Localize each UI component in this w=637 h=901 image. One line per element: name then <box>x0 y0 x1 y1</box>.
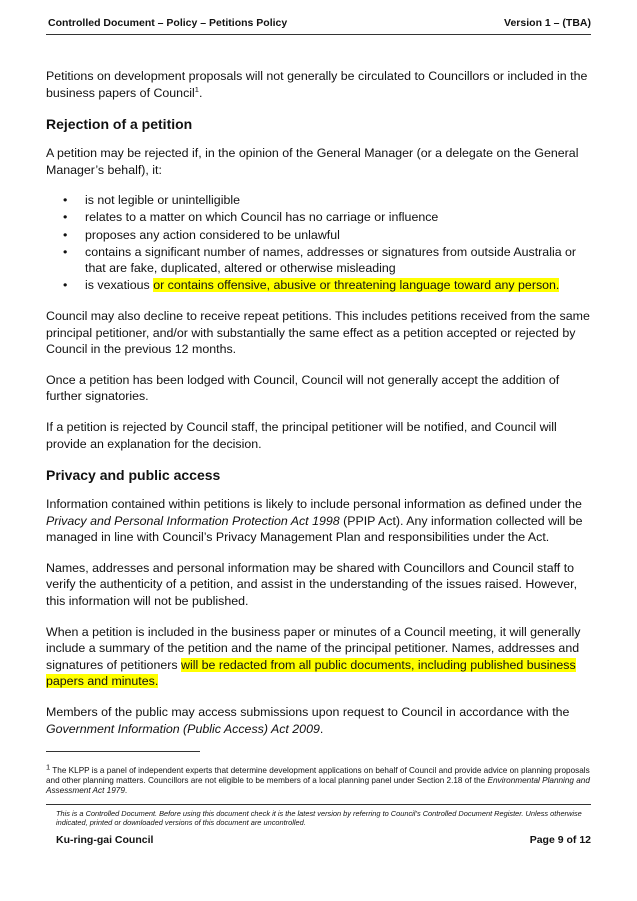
page-header <box>46 14 591 35</box>
privacy-paragraph-1 <box>46 496 597 546</box>
highlighted-text: or contains offensive, abusive or threatening language toward any person. <box>153 278 560 293</box>
privacy-text: When a petition is included in the business paper or minutes of a Council meeting, it will generally include a summary of the petition and the name of the principal petitioner. Names, addresses and signatures of petitioners <box>46 624 581 672</box>
privacy-text: Members of the public may access submissions upon request to Council in accordance with the <box>46 705 570 720</box>
rejection-heading: Rejection of a petition <box>46 116 193 133</box>
intro-paragraph <box>46 68 597 101</box>
footnote-reference[interactable]: 1 <box>194 84 199 94</box>
controlled-document-notice: This is a Controlled Document. Before using this document check it is the latest version by referring to Council’s Controlled Document Register. Unless otherwise indicated, printed or downloaded versions of this document are uncontrolled. <box>56 809 582 827</box>
privacy-paragraph-4 <box>46 704 597 737</box>
footnote-divider <box>46 751 200 752</box>
list-item: • contains a significant number of names, addresses or signatures from outside Australia or that are fake, duplicated, altered or otherwise misleading <box>46 244 597 277</box>
list-item-text: is vexatious <box>85 278 154 293</box>
intro-end: . <box>198 85 203 100</box>
page-footer <box>46 834 591 848</box>
act-title: Privacy and Personal Information Protection Act 1998 <box>46 513 340 528</box>
act-title: Government Information (Public Access) Act 2009 <box>46 721 320 736</box>
footnote <box>46 762 597 796</box>
privacy-text: Information contained within petitions is likely to include personal information as defined under the <box>46 497 582 512</box>
page-content <box>46 68 597 751</box>
header-version: Version 1 – (TBA) <box>504 17 591 29</box>
list-item: • proposes any action considered to be unlawful <box>46 227 597 244</box>
act-title: Environmental Planning and Assessment Act 1979 <box>46 776 590 795</box>
footnote-text: The KLPP is a panel of independent experts that determine development applications on behalf of Council and provide advice on planning proposals and other planning matters. Councillors are not eligible to be members of a local planning panel under Section 2.18 of the <box>46 766 590 785</box>
privacy-paragraph-3 <box>46 624 597 690</box>
rejection-criteria-list <box>46 192 597 294</box>
footnote-number: 1 <box>46 762 51 772</box>
intro-text: Petitions on development proposals will not generally be circulated to Councillors or included in the business papers of Council <box>46 69 588 100</box>
signatories-paragraph: Once a petition has been lodged with Council, Council will not generally accept the addition of further signatories. <box>46 372 560 404</box>
list-item: • is not legible or unintelligible <box>46 192 597 209</box>
footer-organisation: Ku-ring-gai Council <box>56 834 154 846</box>
page-number: Page 9 of 12 <box>529 834 591 846</box>
footnote-text: . <box>124 786 128 795</box>
privacy-text: . <box>319 721 324 736</box>
rejection-lead: A petition may be rejected if, in the opinion of the General Manager (or a delegate on the General Manager’s behalf), it: <box>46 146 579 177</box>
repeat-petitions-paragraph: Council may also decline to receive repeat petitions. This includes petitions received from the same principal petitioner, and/or with substantially the same effect as a petition accepted or rejected by Council in the previous 12 months. <box>46 308 590 357</box>
privacy-paragraph-2: Names, addresses and personal information may be shared with Councillors and Council staff to verify the authenticity of a petition, and assist in the understanding of the issues raised. However, this information will not be published. <box>46 560 578 609</box>
footer-divider <box>46 804 591 805</box>
list-item: • relates to a matter on which Council has no carriage or influence <box>46 209 597 226</box>
header-document-title: Controlled Document – Policy – Petitions Policy <box>48 17 288 29</box>
highlighted-text: will be redacted from all public documents, including published business papers and minutes. <box>46 657 576 689</box>
privacy-text: (PPIP Act). Any information collected will be managed in line with Council’s Privacy Management Plan and responsibilities under the Act. <box>46 513 583 545</box>
privacy-heading: Privacy and public access <box>46 467 221 484</box>
rejection-notice-paragraph: If a petition is rejected by Council staff, the principal petitioner will be notified, and Council will provide an explanation for the decision. <box>46 419 557 451</box>
list-item <box>46 277 597 294</box>
